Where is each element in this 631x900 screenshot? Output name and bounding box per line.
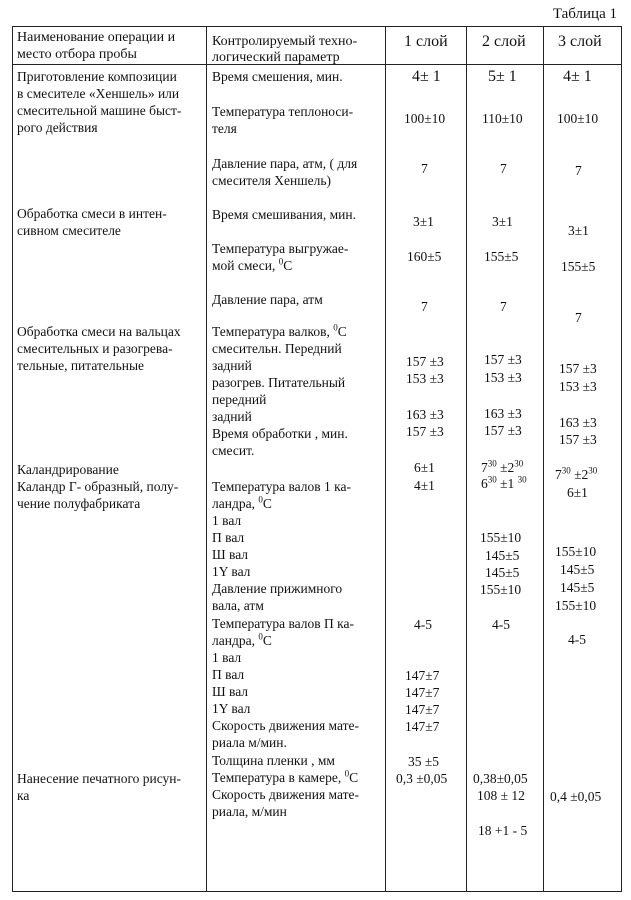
value-layer-1: 147±7 — [405, 719, 440, 734]
parameter: Температура теплоноси- — [212, 104, 354, 119]
header-layer-1: 1 слой — [404, 33, 448, 50]
value-layer-3: 155±10 — [555, 598, 597, 613]
value-layer-2: $6^{30} \pm 1$ $^{30}$ — [481, 474, 527, 491]
parameter: 1 вал — [212, 650, 242, 665]
value-layer-2: 145±5 — [485, 548, 520, 563]
parameter: теля — [212, 121, 237, 136]
parameter: смесит. — [212, 443, 255, 458]
parameter: П вал — [212, 530, 245, 545]
value-layer-3: 145±5 — [560, 562, 595, 577]
operation-name: чение полуфабриката — [17, 496, 141, 511]
parameter: П вал — [212, 667, 245, 682]
value-layer-1: 147±7 — [405, 668, 440, 683]
value-layer-3: 157 ±3 — [559, 361, 597, 376]
value-layer-1: 100±10 — [404, 111, 446, 126]
value-layer-1: 4±1 — [414, 478, 435, 493]
parameter: Температура выгружае- — [212, 241, 349, 256]
header-parameter: логический параметр — [212, 50, 340, 65]
value-layer-1: 4± 1 — [412, 68, 441, 85]
table-caption: Таблица 1 — [552, 6, 617, 22]
value-layer-3: 163 ±3 — [559, 415, 597, 430]
header-layer-3: 3 слой — [558, 33, 602, 50]
operation-name: Каландр Г- образный, полу- — [17, 479, 179, 494]
operation-name: ка — [17, 788, 30, 803]
operation-name: Приготовление композиции — [17, 69, 177, 84]
value-layer-1: 147±7 — [405, 702, 440, 717]
parameter: Скорость движения мате- — [212, 718, 360, 733]
parameter: Температура в камере, $^0$С — [212, 768, 359, 785]
value-layer-2: 153 ±3 — [484, 370, 522, 385]
value-layer-2: 108 ± 12 — [477, 788, 525, 803]
value-layer-1: 35 ±5 — [408, 754, 440, 769]
parameter: Ш вал — [212, 547, 249, 562]
value-layer-3: $7^{30} \pm 2^{30}$ — [555, 465, 598, 482]
parameter: Скорость движения мате- — [212, 787, 360, 802]
parameter: смесителя Хеншель) — [212, 173, 332, 188]
parameter: Давление пара, атм — [212, 292, 323, 307]
value-layer-2: $7^{30} \pm 2^{30}$ — [481, 458, 524, 475]
value-layer-2: 145±5 — [485, 565, 520, 580]
parameter: Толщина пленки , мм — [212, 753, 335, 768]
parameter: мой смеси, $^0$С — [212, 256, 293, 273]
value-layer-2: 3±1 — [492, 214, 513, 229]
parameter: Температура валков, $^0$С — [212, 322, 347, 339]
value-layer-3: 6±1 — [567, 485, 588, 500]
value-layer-2: 7 — [500, 299, 507, 314]
value-layer-1: 157 ±3 — [406, 424, 444, 439]
column-divider — [543, 26, 544, 892]
operation-name: смесительной машине быст- — [17, 103, 182, 118]
parameter: вала, атм — [212, 598, 264, 613]
value-layer-3: 157 ±3 — [559, 432, 597, 447]
operation-name: в смесителе «Хеншель» или — [17, 86, 180, 101]
value-layer-1: 147±7 — [405, 685, 440, 700]
value-layer-1: 153 ±3 — [406, 371, 444, 386]
operation-name: тельные, питательные — [17, 358, 145, 373]
value-layer-1: 0,3 ±0,05 — [396, 771, 448, 786]
value-layer-3: 155±10 — [555, 544, 597, 559]
value-layer-2: 163 ±3 — [484, 406, 522, 421]
parameter: разогрев. Питательный — [212, 375, 346, 390]
parameter: Давление пара, атм, ( для — [212, 156, 358, 171]
parameter: 1 вал — [212, 513, 242, 528]
parameter: смесительн. Передний — [212, 341, 342, 356]
parameter: ландра, $^0$С — [212, 631, 272, 648]
parameter: Время смешения, мин. — [212, 69, 343, 84]
value-layer-2: 0,38±0,05 — [473, 771, 528, 786]
value-layer-1: 163 ±3 — [406, 407, 444, 422]
operation-name: рого действия — [17, 120, 98, 135]
operation-name: Нанесение печатного рисун- — [17, 771, 182, 786]
value-layer-2: 157 ±3 — [484, 423, 522, 438]
header-operation: место отбора пробы — [17, 47, 137, 62]
parameter: 1Y вал — [212, 564, 251, 579]
value-layer-3: 4± 1 — [563, 68, 592, 85]
parameter: 1Y вал — [212, 701, 251, 716]
value-layer-1: 7 — [421, 161, 428, 176]
value-layer-3: 7 — [575, 163, 582, 178]
parameter: Температура валов 1 ка- — [212, 479, 351, 494]
header-parameter: Контролируемый техно- — [212, 34, 358, 49]
value-layer-1: 4-5 — [414, 617, 432, 632]
header-operation: Наименование операции и — [17, 30, 176, 45]
value-layer-3: 4-5 — [568, 632, 586, 647]
parameter: задний — [212, 358, 252, 373]
value-layer-1: 3±1 — [413, 214, 434, 229]
value-layer-2: 155±10 — [480, 530, 522, 545]
parameter: Температура валов П ка- — [212, 616, 354, 631]
operation-name: Обработка смеси в интен- — [17, 206, 167, 221]
value-layer-3: 155±5 — [561, 259, 596, 274]
parameter: риала, м/мин — [212, 804, 287, 819]
parameter: Время обработки , мин. — [212, 426, 348, 441]
operation-name: Каландрирование — [17, 462, 119, 477]
parameter: задний — [212, 409, 252, 424]
column-divider — [385, 26, 386, 892]
column-divider — [466, 26, 467, 892]
value-layer-3: 100±10 — [557, 111, 599, 126]
value-layer-2: 110±10 — [482, 111, 523, 126]
operation-name: Обработка смеси на вальцах — [17, 324, 181, 339]
header-layer-2: 2 слой — [482, 33, 526, 50]
value-layer-3: 0,4 ±0,05 — [550, 789, 602, 804]
value-layer-3: 153 ±3 — [559, 379, 597, 394]
value-layer-2: 155±5 — [484, 249, 519, 264]
value-layer-2: 155±10 — [480, 582, 522, 597]
value-layer-2: 157 ±3 — [484, 352, 522, 367]
operation-name: сивном смесителе — [17, 223, 121, 238]
parameter: Ш вал — [212, 684, 249, 699]
value-layer-2: 4-5 — [492, 617, 510, 632]
value-layer-3: 3±1 — [568, 223, 589, 238]
column-divider — [206, 26, 207, 892]
parameter: риала м/мин. — [212, 735, 287, 750]
value-layer-3: 7 — [575, 310, 582, 325]
value-layer-2: 5± 1 — [488, 68, 517, 85]
parameter: передний — [212, 392, 267, 407]
operation-name: смесительных и разогрева- — [17, 341, 173, 356]
value-layer-2: 18 +1 - 5 — [478, 823, 528, 838]
value-layer-1: 160±5 — [407, 249, 442, 264]
value-layer-1: 157 ±3 — [406, 354, 444, 369]
value-layer-1: 7 — [421, 299, 428, 314]
parameter: Давление прижимного — [212, 581, 343, 596]
parameter: ландра, $^0$С — [212, 494, 272, 511]
value-layer-2: 7 — [500, 161, 507, 176]
value-layer-3: 145±5 — [560, 580, 595, 595]
parameter: Время смешивания, мин. — [212, 207, 356, 222]
value-layer-1: 6±1 — [414, 460, 435, 475]
